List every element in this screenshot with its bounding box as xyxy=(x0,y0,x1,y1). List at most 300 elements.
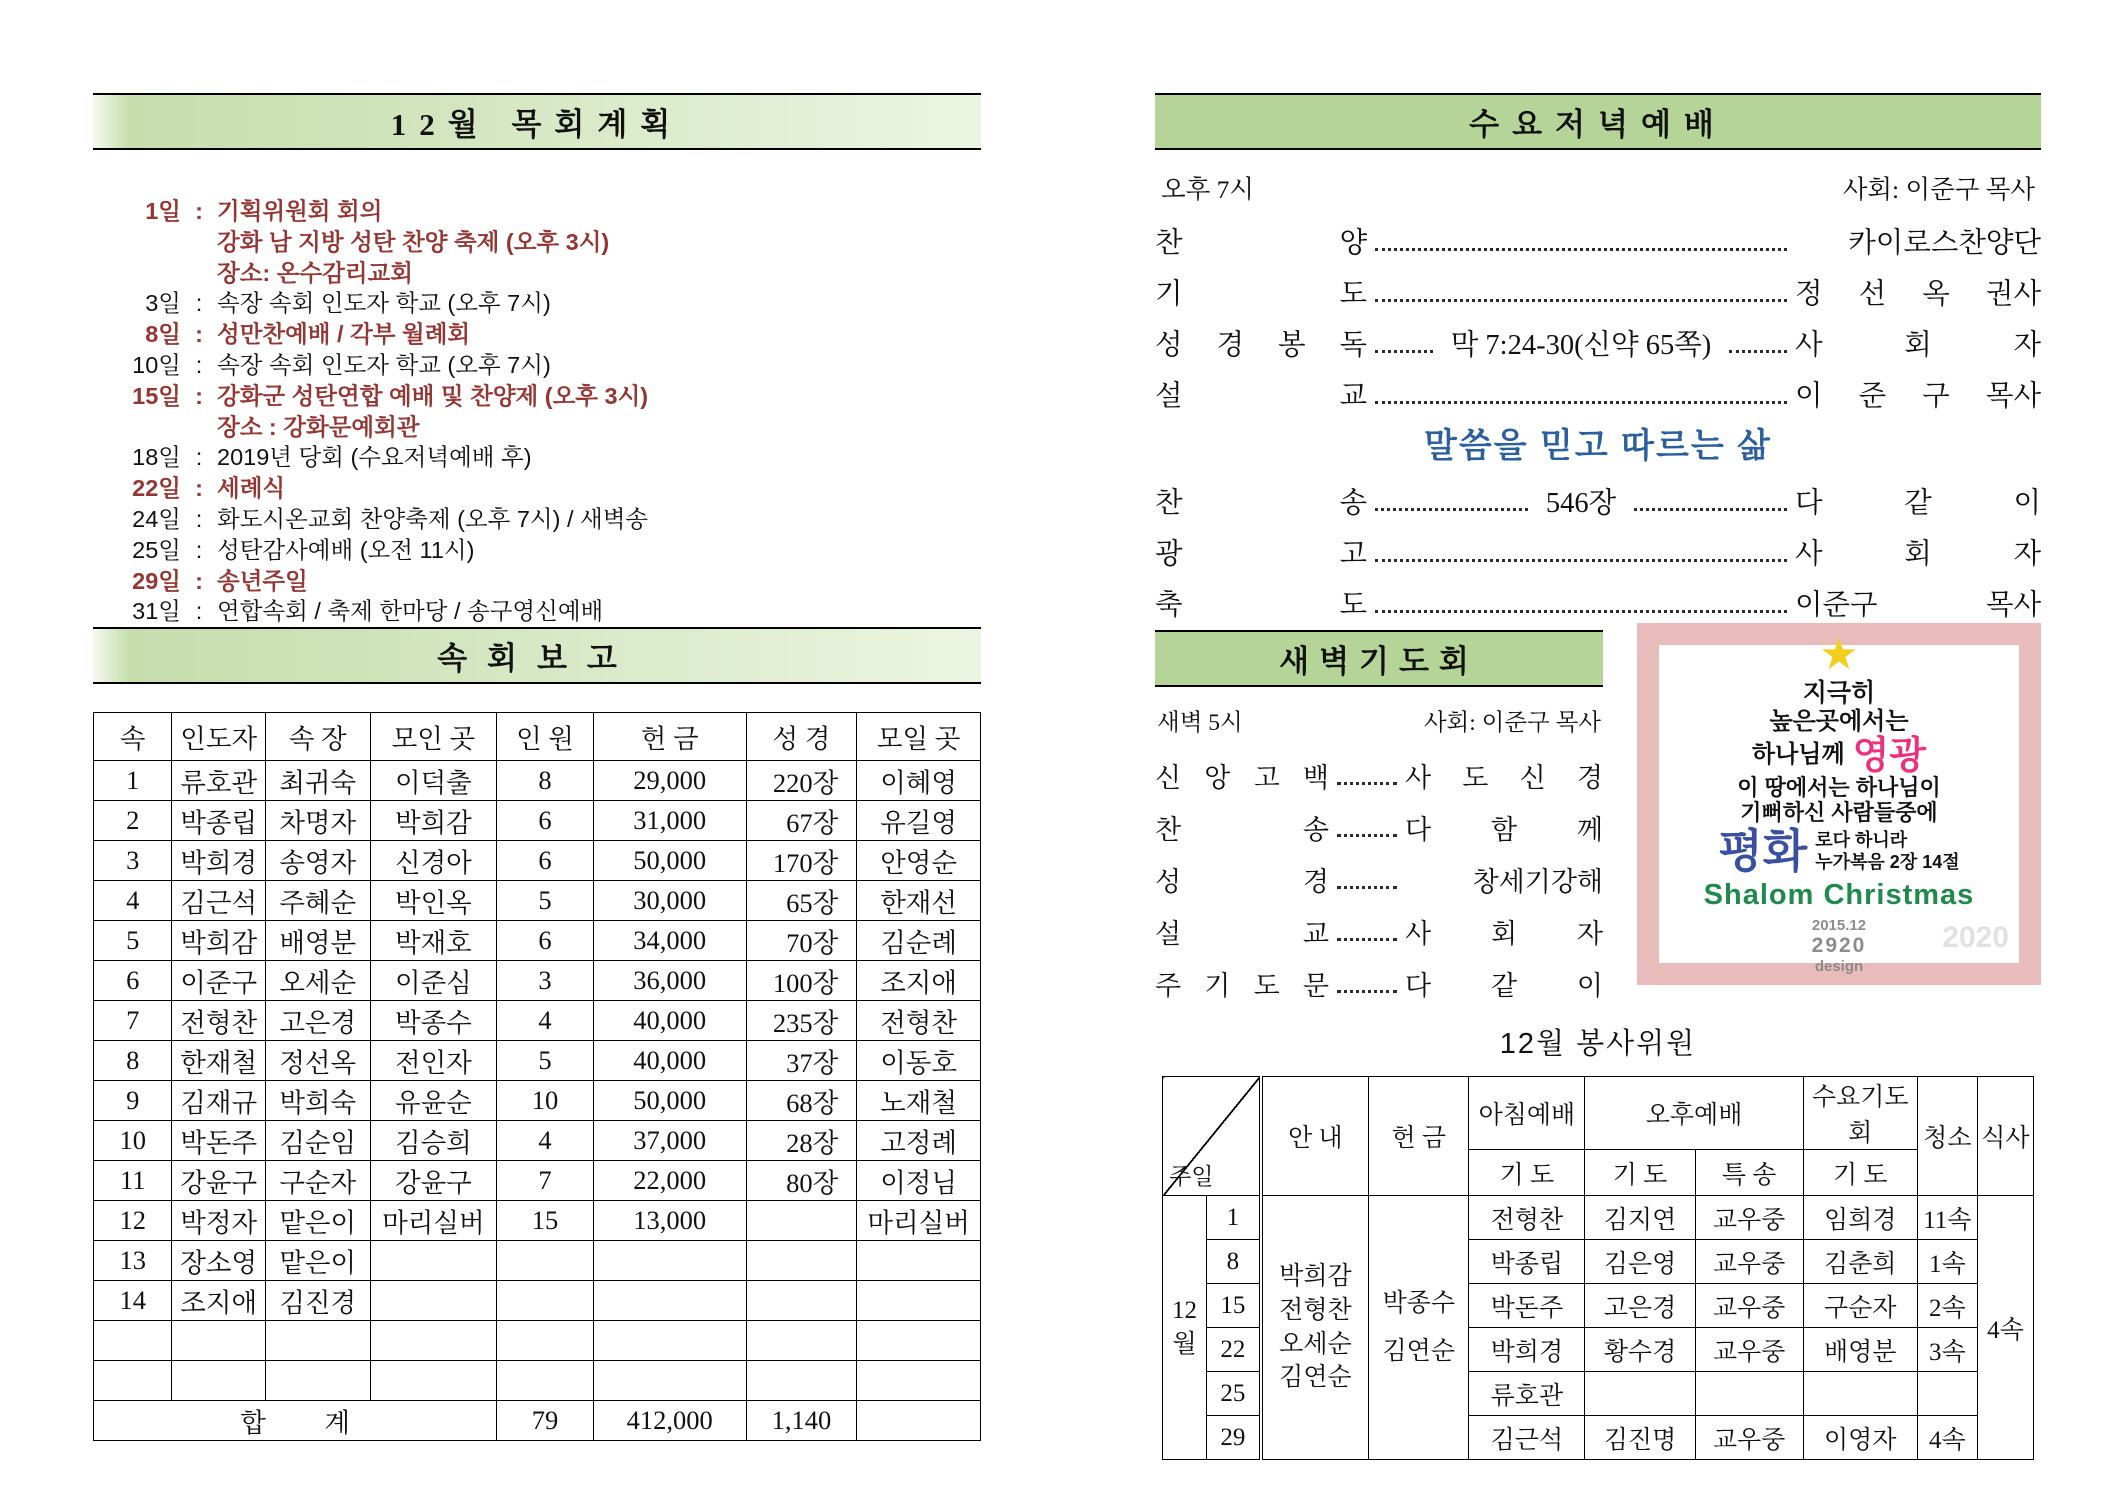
report-cell: 10 xyxy=(94,1121,172,1161)
report-cell: 6 xyxy=(497,921,594,961)
report-cell xyxy=(172,1321,266,1361)
dawn-prayer-title: 새벽기도회 xyxy=(1279,644,1479,679)
plan-item-text: 강화 남 지방 성탄 찬양 축제 (오후 3시) xyxy=(217,228,610,255)
duty-roster-title: 12월 봉사위원 xyxy=(1499,1028,1697,1060)
text-fragment: 기 xyxy=(1155,279,1183,310)
text-fragment: 정 xyxy=(1795,279,1823,310)
report-cell: 1 xyxy=(94,761,172,801)
worship-item-label xyxy=(1155,964,1329,1003)
worship-item-label xyxy=(1155,322,1367,363)
plan-item-colon: : xyxy=(195,321,203,348)
dotted-leader xyxy=(1375,299,1787,302)
duty-cleaning-cell: 2속 xyxy=(1917,1284,1977,1328)
report-cell: 류호관 xyxy=(172,761,266,801)
plan-item xyxy=(93,258,981,289)
text-fragment: 사 xyxy=(1405,763,1432,793)
report-cell: 5 xyxy=(497,1041,594,1081)
order-of-worship-item xyxy=(1155,795,1603,847)
plan-item-colon: : xyxy=(195,536,203,563)
text-fragment: 송 xyxy=(1339,488,1367,519)
text-fragment: 신 xyxy=(1155,763,1182,793)
art-text-line: 높은곳에서는 xyxy=(1769,708,1909,736)
duty-cleaning-cell: 11속 xyxy=(1917,1196,1977,1240)
duty-header-cleaning: 청소 xyxy=(1917,1077,1977,1196)
text-fragment: 사 xyxy=(1795,330,1823,361)
order-of-worship-item xyxy=(1155,470,2041,521)
worship-item-label xyxy=(1155,912,1329,951)
report-header-cell: 속 xyxy=(94,713,172,761)
report-cell xyxy=(746,1241,857,1281)
report-total-bible: 1,140 xyxy=(746,1401,857,1441)
duty-special-song-cell: 교우중 xyxy=(1695,1328,1803,1372)
text-fragment: 권사 xyxy=(1985,279,2041,310)
plan-item-day: 29일 xyxy=(132,567,181,594)
worship-item-label xyxy=(1155,531,1367,572)
report-cell: 박희감 xyxy=(172,921,266,961)
worship-item-label xyxy=(1155,582,1367,623)
worship-item-person xyxy=(1795,480,2041,521)
report-cell xyxy=(497,1281,594,1321)
duty-cleaning-cell xyxy=(1917,1372,1977,1416)
text-fragment: 이준구 xyxy=(1795,590,1878,621)
art-glory-text: 영광 xyxy=(1852,734,1927,777)
text-fragment: 주 xyxy=(1155,971,1182,1001)
duty-date-cell: 29 xyxy=(1207,1416,1261,1460)
report-cell xyxy=(857,1401,981,1441)
report-cell: 68장 xyxy=(746,1081,857,1121)
text-fragment: 카이로스찬양단 xyxy=(1848,228,2041,259)
art-text: 하나님께 xyxy=(1751,741,1845,769)
report-cell: 한재철 xyxy=(172,1041,266,1081)
art-credit-design: design xyxy=(1814,958,1864,976)
text-fragment: 축 xyxy=(1155,590,1183,621)
text-fragment: 기 xyxy=(1204,971,1231,1001)
report-cell: 4 xyxy=(94,881,172,921)
report-cell: 장소영 xyxy=(172,1241,266,1281)
report-cell: 조지애 xyxy=(857,961,981,1001)
report-cell: 31,000 xyxy=(593,801,746,841)
plan-item-colon: : xyxy=(195,567,203,594)
art-verse-reference xyxy=(1815,829,1959,874)
plan-item-day: 31일 xyxy=(132,598,181,625)
report-header-cell: 헌 금 xyxy=(593,713,746,761)
text-fragment: 같 xyxy=(1490,971,1518,1001)
wednesday-service-header-band xyxy=(1155,93,2041,150)
plan-item-text: 송년주일 xyxy=(217,567,308,594)
duty-cleaning-cell: 1속 xyxy=(1917,1240,1977,1284)
duty-header-wed-prayer: 수요기도회 xyxy=(1803,1077,1917,1150)
duty-offering-name: 김연순 xyxy=(1382,1337,1455,1365)
duty-row xyxy=(1163,1196,2034,1240)
plan-item-colon xyxy=(181,227,217,258)
report-cell: 차명자 xyxy=(265,801,370,841)
report-cell xyxy=(857,1361,981,1401)
report-cell: 전인자 xyxy=(370,1041,497,1081)
text-fragment: 봉 xyxy=(1277,330,1306,361)
report-cell xyxy=(497,1241,594,1281)
art-text-line: 기뻐하신 사람들중에 xyxy=(1740,800,1938,826)
report-row xyxy=(94,801,981,841)
text-fragment: 교 xyxy=(1339,381,1367,412)
report-header-cell: 인도자 xyxy=(172,713,266,761)
plan-item-colon xyxy=(181,412,217,443)
text-fragment: 경 xyxy=(1302,867,1329,897)
class-report-header-band xyxy=(93,627,981,684)
report-row xyxy=(94,1241,981,1281)
report-cell: 송영자 xyxy=(265,841,370,881)
report-cell: 정선옥 xyxy=(265,1041,370,1081)
report-cell xyxy=(370,1321,497,1361)
duty-date-cell: 8 xyxy=(1207,1240,1261,1284)
duty-header-offering: 헌 금 xyxy=(1369,1077,1469,1196)
report-cell: 5 xyxy=(94,921,172,961)
report-cell: 7 xyxy=(94,1001,172,1041)
worship-item-person xyxy=(1795,322,2041,363)
art-text-line xyxy=(1751,734,1927,777)
text-fragment: 경 xyxy=(1216,330,1245,361)
art-text-line: 지극히 xyxy=(1802,678,1876,707)
report-cell: 박재호 xyxy=(370,921,497,961)
text-fragment: 사 xyxy=(1795,539,1823,570)
text-fragment: 찬 xyxy=(1155,228,1183,259)
text-fragment: 찬 xyxy=(1155,815,1182,845)
report-cell: 강윤구 xyxy=(370,1161,497,1201)
report-cell: 강윤구 xyxy=(172,1161,266,1201)
report-cell: 11 xyxy=(94,1161,172,1201)
duty-header-afternoon-service: 오후예배 xyxy=(1585,1077,1803,1150)
duty-morning-prayer-cell: 전형찬 xyxy=(1469,1196,1585,1240)
dotted-leader xyxy=(1375,350,1433,353)
report-row xyxy=(94,921,981,961)
plan-item-day xyxy=(93,227,181,258)
duty-morning-prayer-cell: 류호관 xyxy=(1469,1372,1585,1416)
report-cell xyxy=(593,1281,746,1321)
dawn-prayer-header-band xyxy=(1155,630,1603,687)
text-fragment: 구 xyxy=(1922,381,1950,412)
wednesday-order-of-worship xyxy=(1155,210,2041,414)
report-cell: 50,000 xyxy=(593,1081,746,1121)
report-cell xyxy=(857,1281,981,1321)
worship-item-label xyxy=(1155,480,1367,521)
plan-item-colon: : xyxy=(195,475,203,502)
report-cell: 7 xyxy=(497,1161,594,1201)
report-cell: 2 xyxy=(94,801,172,841)
text-fragment: 설 xyxy=(1155,919,1182,949)
report-cell: 전형찬 xyxy=(172,1001,266,1041)
order-of-worship-item xyxy=(1155,261,2041,312)
plan-item-day: 24일 xyxy=(132,505,181,532)
plan-item-day xyxy=(93,412,181,443)
text-fragment: 준 xyxy=(1858,381,1887,412)
duty-usher-name: 김연순 xyxy=(1279,1364,1352,1392)
dotted-leader xyxy=(1375,508,1528,511)
duty-month-cell xyxy=(1163,1196,1207,1460)
plan-item xyxy=(93,566,981,597)
report-total-members: 79 xyxy=(497,1401,594,1441)
report-cell xyxy=(497,1321,594,1361)
report-cell xyxy=(265,1321,370,1361)
art-credit xyxy=(1812,917,1867,976)
report-cell: 28장 xyxy=(746,1121,857,1161)
text-fragment: 회 xyxy=(1904,539,1932,570)
plan-item-colon: : xyxy=(195,505,203,532)
report-cell: 100장 xyxy=(746,961,857,1001)
plan-item-day xyxy=(93,258,181,289)
duty-morning-prayer-cell: 박돈주 xyxy=(1469,1284,1585,1328)
text-fragment: 옥 xyxy=(1922,279,1950,310)
ministry-plan-header-band xyxy=(93,93,981,150)
report-row xyxy=(94,881,981,921)
text-fragment: 자 xyxy=(2013,330,2042,361)
plan-item-day: 18일 xyxy=(132,444,181,471)
duty-wed-prayer-cell: 구순자 xyxy=(1803,1284,1917,1328)
report-cell: 13 xyxy=(94,1241,172,1281)
report-cell: 맡은이 xyxy=(265,1201,370,1241)
duty-usher-name: 전형찬 xyxy=(1279,1296,1352,1324)
worship-item-label xyxy=(1155,860,1329,899)
report-cell: 마리실버 xyxy=(857,1201,981,1241)
plan-item xyxy=(93,473,981,504)
report-cell: 40,000 xyxy=(593,1041,746,1081)
dotted-leader xyxy=(1337,782,1397,785)
report-cell: 맡은이 xyxy=(265,1241,370,1281)
report-row xyxy=(94,1281,981,1321)
report-cell: 6 xyxy=(497,801,594,841)
worship-item-person xyxy=(1405,860,1603,899)
order-of-worship-item xyxy=(1155,743,1603,795)
report-header-cell: 속 장 xyxy=(265,713,370,761)
report-cell: 김순례 xyxy=(857,921,981,961)
sermon-title: 말씀을 믿고 따르는 삶 xyxy=(1424,426,1772,465)
duty-special-song-cell: 교우중 xyxy=(1695,1240,1803,1284)
worship-item-label xyxy=(1155,373,1367,414)
art-peace-line xyxy=(1718,825,1960,878)
report-cell: 노재철 xyxy=(857,1081,981,1121)
report-cell: 13,000 xyxy=(593,1201,746,1241)
report-row xyxy=(94,761,981,801)
dotted-leader xyxy=(1729,350,1787,353)
report-cell: 조지애 xyxy=(172,1281,266,1321)
report-header-cell: 성 경 xyxy=(746,713,857,761)
duty-special-song-cell: 교우중 xyxy=(1695,1284,1803,1328)
worship-item-label xyxy=(1155,271,1367,312)
report-cell: 이덕출 xyxy=(370,761,497,801)
report-cell xyxy=(370,1361,497,1401)
text-fragment: 이 xyxy=(1795,381,1823,412)
text-fragment: 이 xyxy=(1576,971,1603,1001)
plan-item xyxy=(93,412,981,443)
order-of-worship-item xyxy=(1155,312,2041,363)
text-fragment: 고 xyxy=(1253,763,1280,793)
report-cell: 4 xyxy=(497,1121,594,1161)
text-fragment: 이 xyxy=(2013,488,2041,519)
dawn-order-of-worship xyxy=(1155,743,1603,1003)
report-cell: 10 xyxy=(497,1081,594,1121)
text-fragment: 창세기강해 xyxy=(1472,867,1603,897)
text-fragment: 성 xyxy=(1155,867,1182,897)
report-cell: 29,000 xyxy=(593,761,746,801)
duty-afternoon-prayer-cell: 김은영 xyxy=(1585,1240,1695,1284)
text-fragment: 성 xyxy=(1155,330,1183,361)
report-cell: 김진경 xyxy=(265,1281,370,1321)
report-total-label: 합 계 xyxy=(94,1401,497,1441)
plan-item-text: 장소 : 강화문예회관 xyxy=(217,413,420,440)
report-cell xyxy=(746,1361,857,1401)
report-cell: 34,000 xyxy=(593,921,746,961)
report-cell: 65장 xyxy=(746,881,857,921)
plan-item-colon: : xyxy=(195,290,203,317)
duty-subheader-prayer: 기 도 xyxy=(1469,1150,1585,1196)
duty-header-row-1 xyxy=(1163,1077,2034,1150)
report-cell: 고정례 xyxy=(857,1121,981,1161)
order-of-worship-item xyxy=(1155,951,1603,1003)
duty-month-text: 12 xyxy=(1172,1296,1198,1324)
plan-item-day: 15일 xyxy=(132,382,181,409)
duty-offering-name: 박종수 xyxy=(1382,1290,1455,1317)
plan-item xyxy=(93,288,981,319)
report-cell: 김승희 xyxy=(370,1121,497,1161)
duty-date-cell: 22 xyxy=(1207,1328,1261,1372)
text-fragment: 독 xyxy=(1339,330,1367,361)
text-fragment: 도 xyxy=(1339,279,1367,310)
worship-item-label xyxy=(1155,808,1329,847)
text-fragment: 도 xyxy=(1253,971,1280,1001)
duty-roster-section xyxy=(1155,1021,2041,1460)
report-cell: 안영순 xyxy=(857,841,981,881)
christmas-artwork-inner xyxy=(1659,629,2019,976)
dawn-mc: 사회: 이준구 목사 xyxy=(1423,710,1601,736)
text-fragment: 고 xyxy=(1339,539,1367,570)
duty-roster-table xyxy=(1162,1076,2034,1460)
report-cell: 36,000 xyxy=(593,961,746,1001)
text-fragment: 양 xyxy=(1339,228,1367,259)
duty-month-text: 월 xyxy=(1172,1330,1197,1358)
plan-item xyxy=(93,227,981,258)
order-of-worship-item xyxy=(1155,363,2041,414)
duty-usher-cell xyxy=(1261,1196,1369,1460)
duty-wed-prayer-cell: 김춘희 xyxy=(1803,1240,1917,1284)
plan-item xyxy=(93,196,981,227)
report-cell: 전형찬 xyxy=(857,1001,981,1041)
class-report-table xyxy=(93,712,981,1441)
worship-item-person xyxy=(1405,808,1603,847)
report-cell: 이혜영 xyxy=(857,761,981,801)
plan-item-colon: : xyxy=(195,198,203,224)
text-fragment: 백 xyxy=(1302,763,1329,793)
plan-item xyxy=(93,442,981,473)
dotted-leader xyxy=(1375,559,1787,562)
worship-item-person xyxy=(1405,756,1603,795)
report-cell: 박돈주 xyxy=(172,1121,266,1161)
plan-item-text: 연합속회 / 축제 한마당 / 송구영신예배 xyxy=(217,598,604,625)
dawn-prayer-meta xyxy=(1157,703,1601,737)
christmas-artwork xyxy=(1637,623,2041,985)
duty-afternoon-prayer-cell: 황수경 xyxy=(1585,1328,1695,1372)
report-row xyxy=(94,1041,981,1081)
dotted-leader xyxy=(1337,886,1397,889)
report-cell xyxy=(857,1321,981,1361)
report-cell xyxy=(94,1361,172,1401)
plan-item-text: 2019년 당회 (수요저녁예배 후) xyxy=(217,444,532,471)
duty-wed-prayer-cell: 이영자 xyxy=(1803,1416,1917,1460)
report-cell: 박종립 xyxy=(172,801,266,841)
report-cell: 마리실버 xyxy=(370,1201,497,1241)
plan-item xyxy=(93,350,981,381)
report-cell: 15 xyxy=(497,1201,594,1241)
report-cell: 이준심 xyxy=(370,961,497,1001)
report-cell: 3 xyxy=(497,961,594,1001)
star-icon: ★ xyxy=(1819,629,1859,679)
worship-item-detail: 546장 xyxy=(1545,488,1617,519)
report-header-row xyxy=(94,713,981,761)
worship-item-label xyxy=(1155,220,1367,261)
duty-header-meal: 식사 xyxy=(1977,1077,2033,1196)
report-cell: 오세순 xyxy=(265,961,370,1001)
report-cell: 이정님 xyxy=(857,1161,981,1201)
report-cell: 박희감 xyxy=(370,801,497,841)
plan-item-day: 8일 xyxy=(145,321,181,348)
dawn-time: 새벽 5시 xyxy=(1157,710,1243,736)
plan-item-day: 3일 xyxy=(145,290,181,317)
duty-special-song-cell: 교우중 xyxy=(1695,1196,1803,1240)
duty-afternoon-prayer-cell: 김진명 xyxy=(1585,1416,1695,1460)
text-fragment: 앙 xyxy=(1204,763,1231,793)
duty-wed-prayer-cell: 임희경 xyxy=(1803,1196,1917,1240)
worship-item-person xyxy=(1795,271,2041,312)
text-fragment: 회 xyxy=(1904,330,1932,361)
report-cell xyxy=(746,1321,857,1361)
order-of-worship-item xyxy=(1155,210,2041,261)
report-cell xyxy=(746,1201,857,1241)
text-fragment: 문 xyxy=(1302,971,1329,1001)
duty-wed-prayer-cell xyxy=(1803,1372,1917,1416)
art-text: 로다 하니라 xyxy=(1815,829,1908,850)
duty-morning-prayer-cell: 박종립 xyxy=(1469,1240,1585,1284)
report-cell: 박인옥 xyxy=(370,881,497,921)
report-empty-row xyxy=(94,1361,981,1401)
report-row xyxy=(94,1001,981,1041)
plan-item-text: 성만찬예배 / 각부 월례회 xyxy=(217,321,471,348)
report-cell xyxy=(370,1281,497,1321)
text-fragment: 함 xyxy=(1490,815,1518,845)
art-credit-date: 2015.12 xyxy=(1811,916,1867,934)
report-cell: 한재선 xyxy=(857,881,981,921)
report-cell: 최귀숙 xyxy=(265,761,370,801)
right-page xyxy=(1155,93,2041,1453)
report-cell: 김순임 xyxy=(265,1121,370,1161)
duty-afternoon-prayer-cell: 고은경 xyxy=(1585,1284,1695,1328)
report-row xyxy=(94,1121,981,1161)
duty-special-song-cell xyxy=(1695,1372,1803,1416)
service-time: 오후 7시 xyxy=(1161,175,1255,204)
report-cell: 8 xyxy=(94,1041,172,1081)
report-cell xyxy=(370,1241,497,1281)
plan-item xyxy=(93,596,981,627)
text-fragment: 찬 xyxy=(1155,488,1183,519)
report-cell: 신경아 xyxy=(370,841,497,881)
report-header-cell: 모일 곳 xyxy=(857,713,981,761)
report-cell: 박정자 xyxy=(172,1201,266,1241)
duty-header-usher: 안 내 xyxy=(1261,1077,1369,1196)
plan-item xyxy=(93,319,981,350)
plan-item-text: 속장 속회 인도자 학교 (오후 7시) xyxy=(217,290,551,317)
duty-cleaning-cell: 3속 xyxy=(1917,1328,1977,1372)
duty-corner-label: 주일 xyxy=(1169,1164,1214,1189)
report-cell xyxy=(593,1321,746,1361)
duty-morning-prayer-cell: 박희경 xyxy=(1469,1328,1585,1372)
report-cell: 김재규 xyxy=(172,1081,266,1121)
report-cell: 5 xyxy=(497,881,594,921)
